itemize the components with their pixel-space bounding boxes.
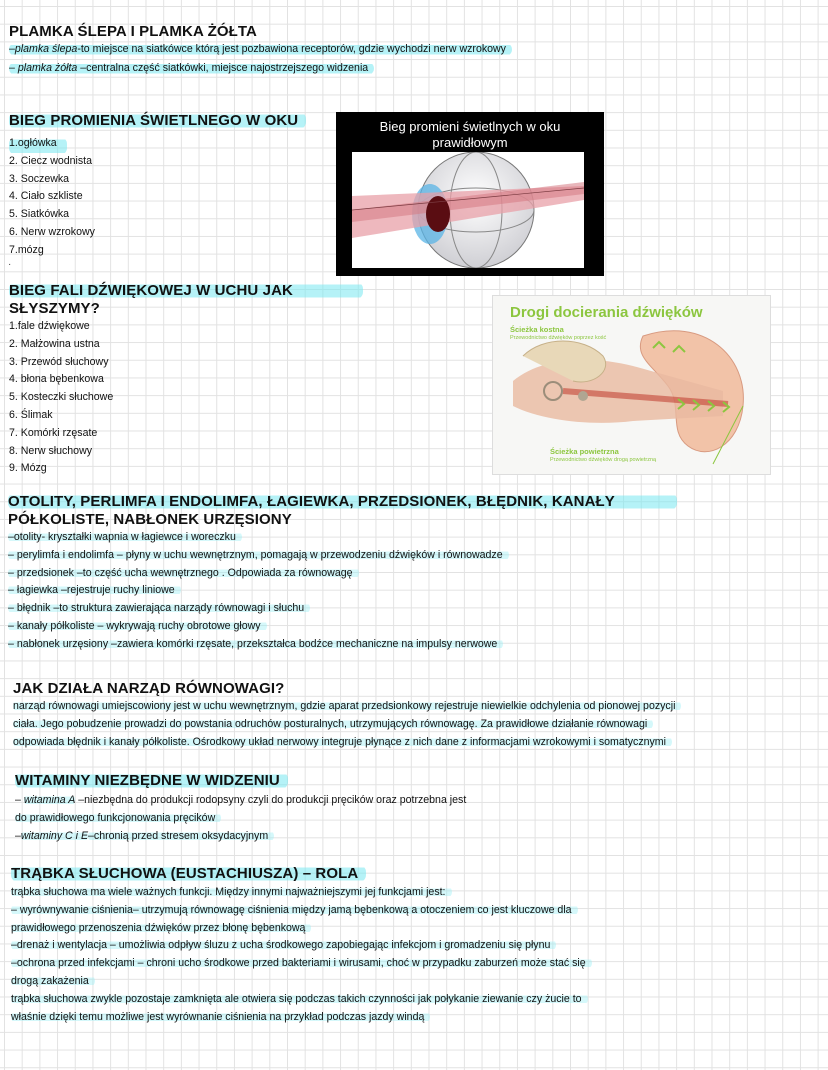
paragraph-line: odpowiada błędnik i kanały półkoliste. Ośrodkowy układ nerwowy integruje płynące z nich dane z informacjami wzrokowymi i somatycznymi (13, 736, 672, 748)
paragraph-line: trąbka słuchowa ma wiele ważnych funkcji. Między innymi najważniejszymi jej funkcjami jest: (11, 886, 452, 898)
ear-image-title: Drogi docierania dźwięków (510, 304, 703, 321)
heading-balance-organ: JAK DZIAŁA NARZĄD RÓWNOWAGI? (13, 680, 285, 697)
vitamin-ce-definition: –chronią przed stresem oksydacyjnym (88, 830, 274, 842)
list-item: 2. Ciecz wodnista (9, 154, 93, 167)
light-path-list (9, 133, 95, 262)
ossicle-shape (578, 391, 588, 401)
ear-diagram-svg (493, 296, 770, 474)
list-item: 1.ogłówka (9, 137, 67, 155)
list-item: – kanały półkoliste – wykrywają ruchy obrotowe głowy (8, 620, 267, 632)
eye-image-title-line-2: prawidłowym (432, 135, 508, 150)
yellow-spot-line: – plamka żółta –centralna część siatkówki, miejsce najostrzejszego widzenia (9, 62, 374, 75)
blind-spot-line: –plamka ślepa-to miejsce na siatkówce którą jest pozbawiona receptorów, gdzie wychodzi nerw wzrokowy (9, 43, 512, 56)
paragraph-line: ciała. Jego pobudzenie prowadzi do powstania odruchów posturalnych, utrzymujących równowagę. Za prawidłowe działanie równowagi (13, 718, 653, 730)
list-item: 6. Nerw wzrokowy (9, 225, 95, 238)
list-item: – przedsionek –to część ucha wewnętrznego . Odpowiada za równowagę (8, 567, 359, 579)
eye-light-path-image (336, 112, 604, 276)
vitamin-a-line (15, 794, 466, 807)
paragraph-line: właśnie dzięki temu możliwe jest wyrównanie ciśnienia na przykład podczas jazdy windą (11, 1011, 430, 1023)
vitamin-a-term: witamina A (23, 794, 76, 806)
ear-sound-path-image (492, 295, 771, 475)
heading-light-path: BIEG PROMIENIA ŚWIETLNEGO W OKU (9, 112, 306, 129)
paragraph-line: drogą zakażenia (11, 975, 95, 987)
blind-spot-term: plamka ślepa (14, 43, 78, 55)
paragraph-line: prawidłowego przenoszenia dźwięków przez błonę bębenkową (11, 922, 311, 934)
vitamin-ce-term: witaminy C i E (20, 830, 89, 842)
vitamin-ce-prefix: – (15, 830, 21, 842)
eye-diagram (352, 152, 584, 268)
heading-sound-path-line-1: BIEG FALI DŹWIĘKOWEJ W UCHU JAK (9, 282, 363, 299)
list-item: – nabłonek urzęsiony –zawiera komórki rzęsate, przekształca bodźce mechaniczne na impulsy nerwowe (8, 638, 503, 650)
bone-path-sublabel: Przewodnictwo dźwięków poprzez kość (510, 335, 607, 341)
heading-sound-path-line-2: SŁYSZYMY? (9, 300, 100, 317)
eustachian-tube-paragraph (11, 886, 592, 1028)
heading-inner-ear-terms-line-1: OTOLITY, PERLIMFA I ENDOLIMFA, ŁAGIEWKA, PRZEDSIONEK, BŁĘDNIK, KANAŁY (8, 493, 677, 510)
heading-inner-ear-terms-line-2: PÓŁKOLISTE, NABŁONEK URZĘSIONY (8, 511, 292, 528)
list-item: –otolity- kryształki wapnia w łagiewce i woreczku (8, 531, 242, 543)
inner-ear-terms-list (8, 531, 509, 656)
list-item: 8. Nerw słuchowy (9, 444, 93, 457)
eye-image-title (336, 119, 604, 151)
heading-blind-yellow-spot: PLAMKA ŚLEPA I PLAMKA ŻÓŁTA (9, 23, 257, 40)
list-item: 6. Ślimak (9, 408, 53, 421)
list-item: 3. Przewód słuchowy (9, 355, 109, 368)
paragraph-line: – wyrównywanie ciśnienia– utrzymują równowagę ciśnienia między jamą bębenkową a otoczeniem co jest kluczowe dla (11, 904, 578, 916)
bone-path-label: Ścieżka kostna (510, 325, 564, 334)
list-item: 7.mózg (9, 243, 44, 256)
list-item: – błędnik –to struktura zawierająca narządy równowagi i słuchu (8, 602, 310, 614)
list-item: – łagiewka –rejestruje ruchy liniowe (8, 584, 181, 596)
vitamin-a-line-2 (15, 812, 221, 825)
paragraph-line: trąbka słuchowa zwykle pozostaje zamknięta ale otwiera się podczas takich czynności jak połykanie ziewanie czy żucie to (11, 993, 588, 1005)
list-item: 4. Ciało szkliste (9, 190, 83, 203)
yellow-spot-term: plamka żółta (17, 62, 78, 74)
list-item: 7. Komórki rzęsate (9, 426, 98, 439)
list-item: 1.fale dźwiękowe (9, 320, 90, 332)
vitamin-a-definition: –niezbędna do produkcji rodopsyny czyli do produkcji pręcików oraz potrzebna jest (75, 794, 467, 806)
balance-organ-paragraph (13, 700, 681, 755)
eye-diagram-svg (352, 152, 584, 268)
vitamin-a-prefix: – (15, 794, 24, 806)
list-item: 2. Małżowina ustna (9, 337, 100, 350)
list-item: – perylimfa i endolimfa – płyny w uchu wewnętrznym, pomagają w przewodzeniu dźwięków i równowadze (8, 549, 509, 561)
list-item: 5. Siatkówka (9, 208, 70, 221)
list-item: 3. Soczewka (9, 172, 70, 185)
stray-dot: · (8, 259, 12, 270)
vitamin-a-continuation: do prawidłowego funkcjonowania pręcików (15, 812, 221, 824)
yellow-spot-definition: –centralna część siatkówki, miejsce najostrzejszego widzenia (77, 62, 369, 74)
list-item: 9. Mózg (9, 462, 47, 475)
blind-spot-definition: -to miejsce na siatkówce którą jest pozbawiona receptorów, gdzie wychodzi nerw wzrokowy (77, 43, 506, 55)
eye-image-title-line-1: Bieg promieni świetlnych w oku (379, 119, 561, 134)
air-path-sublabel: Przewodnictwo dźwięków drogą powietrzną (550, 457, 657, 463)
paragraph-line: –ochrona przed infekcjami – chroni ucho środkowe przed bakteriami i wirusami, choć w przypadku zaburzeń może stać się (11, 957, 592, 969)
vitamin-ce-line (15, 830, 274, 843)
heading-eustachian-tube: TRĄBKA SŁUCHOWA (EUSTACHIUSZA) – ROLA (11, 865, 366, 882)
heading-vitamins: WITAMINY NIEZBĘDNE W WIDZENIU (15, 772, 288, 789)
sound-path-list (9, 320, 113, 480)
paragraph-line: –drenaż i wentylacja – umożliwia odpływ śluzu z ucha środkowego zapobiegając infekcjom i gromadzeniu się płynu (11, 939, 556, 951)
lens-shape (426, 196, 450, 232)
air-path-label: Ścieżka powietrzna (550, 447, 619, 456)
paragraph-line: narząd równowagi umiejscowiony jest w uchu wewnętrznym, gdzie aparat przedsionkowy rejestruje niewielkie odchylenia od pionowej pozycji (13, 700, 681, 712)
list-item: 5. Kosteczki słuchowe (9, 391, 114, 404)
list-item: 4. błona bębenkowa (9, 373, 104, 386)
